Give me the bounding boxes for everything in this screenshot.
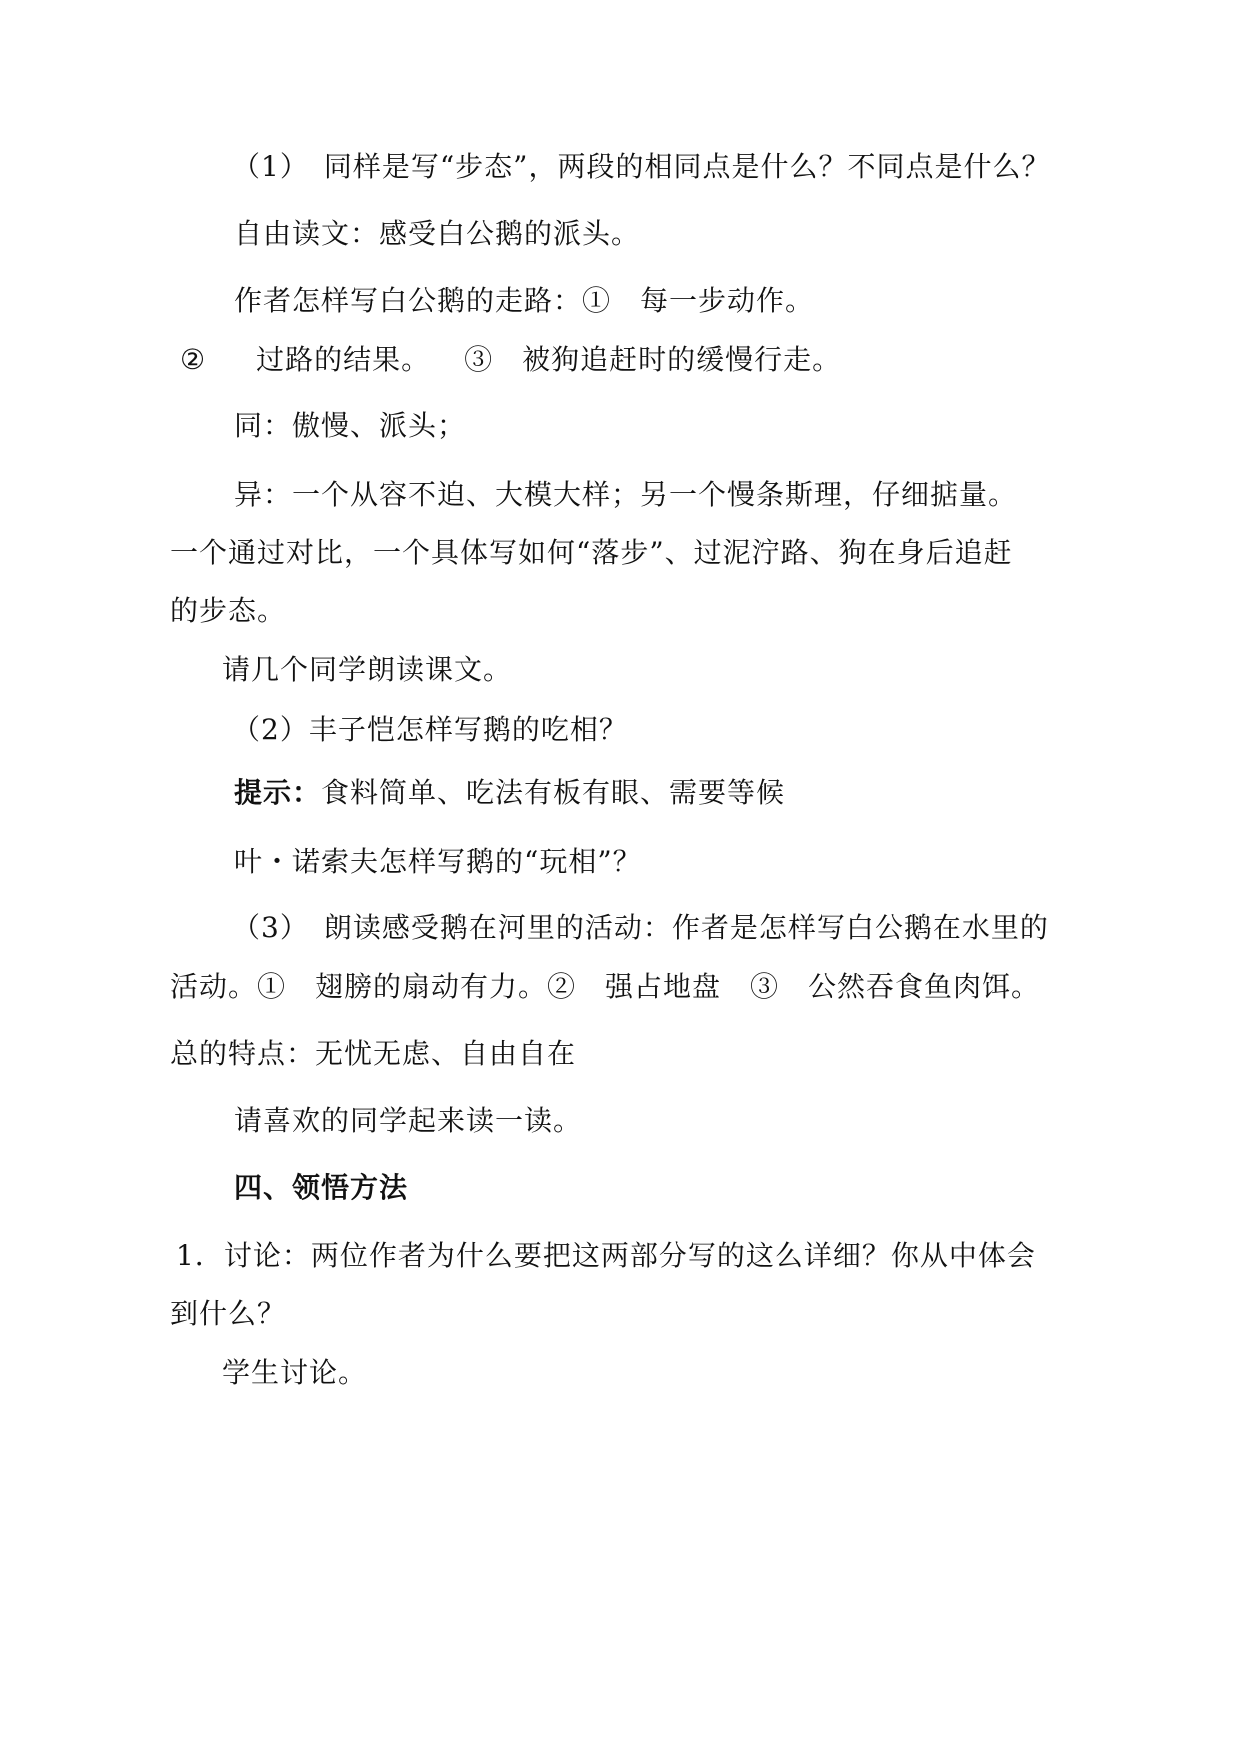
discussion-line: 1．讨论：两位作者为什么要把这两部分写的这么详细？你从中体会 [176,1239,1036,1272]
student-discussion-line: 学生讨论。 [222,1356,368,1389]
discussion-end-line: 到什么？ [170,1297,287,1330]
read-aloud-line: 请几个同学朗读课文。 [222,653,513,686]
difference-continued-line: 一个通过对比，一个具体写如何“落步”、过泥泞路、狗在身后追赶 [170,536,1013,569]
point-3-text: ③ 被狗追赶时的缓慢行走。 [464,343,842,376]
question-1-line: （1） 同样是写“步态”，两段的相同点是什么？不同点是什么？ [232,150,1051,183]
walking-description-line: 作者怎样写白公鹅的走路：① 每一步动作。 [234,284,815,317]
similarity-line: 同：傲慢、派头； [234,409,467,442]
difference-end-line: 的步态。 [170,594,287,627]
point-2-marker: ② [180,343,207,376]
free-reading-line: 自由读文：感受白公鹅的派头。 [234,217,641,250]
overall-feature-line: 总的特点：无忧无虑、自由自在 [170,1037,577,1070]
point-2-text: 过路的结果。 [256,343,431,376]
hint-line [234,775,785,811]
play-question-line: 叶・诺索夫怎样写鹅的“玩相”？ [234,845,642,878]
activity-points-line: 活动。① 翅膀的扇动有力。② 强占地盘 ③ 公然吞食鱼肉饵。 [170,970,1041,1003]
difference-line: 异：一个从容不迫、大模大样；另一个慢条斯理，仔细掂量。 [234,478,1018,511]
invite-reading-line: 请喜欢的同学起来读一读。 [234,1104,583,1137]
question-2-line: （2）丰子恺怎样写鹅的吃相？ [232,713,628,746]
walking-points-line [180,342,841,378]
question-3-line: （3） 朗读感受鹅在河里的活动：作者是怎样写白公鹅在水里的 [232,911,1049,944]
section-4-heading: 四、领悟方法 [234,1171,409,1204]
hint-label: 提示： [234,776,322,809]
hint-text: 食料简单、吃法有板有眼、需要等候 [321,776,786,809]
